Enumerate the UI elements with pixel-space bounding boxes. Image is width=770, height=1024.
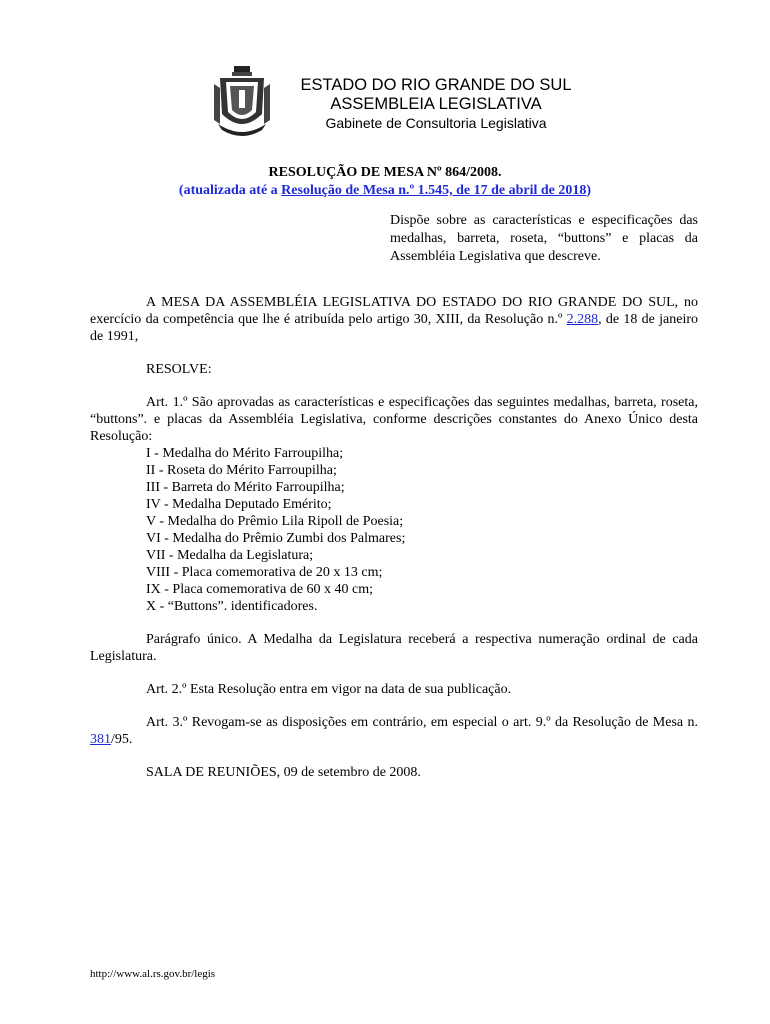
list-item: IX - Placa comemorativa de 60 x 40 cm; <box>146 582 374 597</box>
document-header <box>212 64 612 144</box>
resolution-body <box>90 294 698 781</box>
list-item: VII - Medalha da Legislatura; <box>146 548 314 563</box>
list-item: III - Barreta do Mérito Farroupilha; <box>146 480 345 495</box>
signing-place-date: SALA DE REUNIÕES, 09 de setembro de 2008. <box>146 765 421 780</box>
cabinet-name: Gabinete de Consultoria Legislativa <box>325 115 547 131</box>
article-3 <box>90 714 698 748</box>
preamble-date: , de 18 de janeiro de 1991, <box>90 312 698 344</box>
list-item: VIII - Placa comemorativa de 20 x 13 cm; <box>146 565 383 580</box>
list-item: X - “Buttons”. identificadores. <box>146 599 318 614</box>
resolution-381-link[interactable]: 381 <box>90 732 111 747</box>
resolution-2288-link[interactable]: 2.288 <box>566 312 599 327</box>
resolution-update-note <box>0 182 770 200</box>
article-3-text: Art. 3.º Revogam-se as disposições em contrário, em especial o art. 9.º da Resolução de Mesa n. <box>146 715 698 730</box>
update-resolution-link[interactable]: Resolução de Mesa n.º 1.545, de 17 de abril de 2018 <box>281 183 587 198</box>
update-suffix: ) <box>586 183 592 198</box>
list-item: VI - Medalha do Prêmio Zumbi dos Palmares; <box>146 531 406 546</box>
ementa: Dispõe sobre as características e especificações das medalhas, barreta, roseta, “buttons” e placas da Assembléia Legislativa que descreve. <box>390 213 698 264</box>
footer-url: http://www.al.rs.gov.br/legis <box>90 968 216 980</box>
list-item: IV - Medalha Deputado Emérito; <box>146 497 332 512</box>
article-1: Art. 1.º São aprovadas as características e especificações das seguintes medalhas, barreta, roseta, “buttons”. e placas da Assembléia Legislativa, conforme descrições constantes do Anexo Único desta Resolução: <box>90 395 698 444</box>
state-coat-of-arms-icon <box>212 64 272 140</box>
resolution-title: RESOLUÇÃO DE MESA Nº 864/2008. <box>268 165 502 180</box>
preamble-text: A MESA DA ASSEMBLÉIA LEGISLATIVA DO ESTADO DO RIO GRANDE DO SUL, no exercício da competência que lhe é atribuída pelo artigo 30, XIII, da Resolução n.º <box>90 295 698 327</box>
list-item: II - Roseta do Mérito Farroupilha; <box>146 463 337 478</box>
article-2: Art. 2.º Esta Resolução entra em vigor na data de sua publicação. <box>146 682 512 697</box>
medal-list <box>90 445 698 615</box>
assembly-name: ASSEMBLEIA LEGISLATIVA <box>330 95 542 113</box>
update-prefix: (atualizada até a <box>178 183 282 198</box>
list-item: I - Medalha do Mérito Farroupilha; <box>146 446 344 461</box>
state-name: ESTADO DO RIO GRANDE DO SUL <box>300 76 572 94</box>
resolution-title-block <box>0 164 770 200</box>
paragrafo-unico: Parágrafo único. A Medalha da Legislatura receberá a respectiva numeração ordinal de cada Legislatura. <box>90 632 698 664</box>
preamble <box>90 294 698 345</box>
resolve-heading: RESOLVE: <box>146 362 212 377</box>
list-item: V - Medalha do Prêmio Lila Ripoll de Poesia; <box>146 514 404 529</box>
article-3-suffix: /95. <box>111 732 133 747</box>
